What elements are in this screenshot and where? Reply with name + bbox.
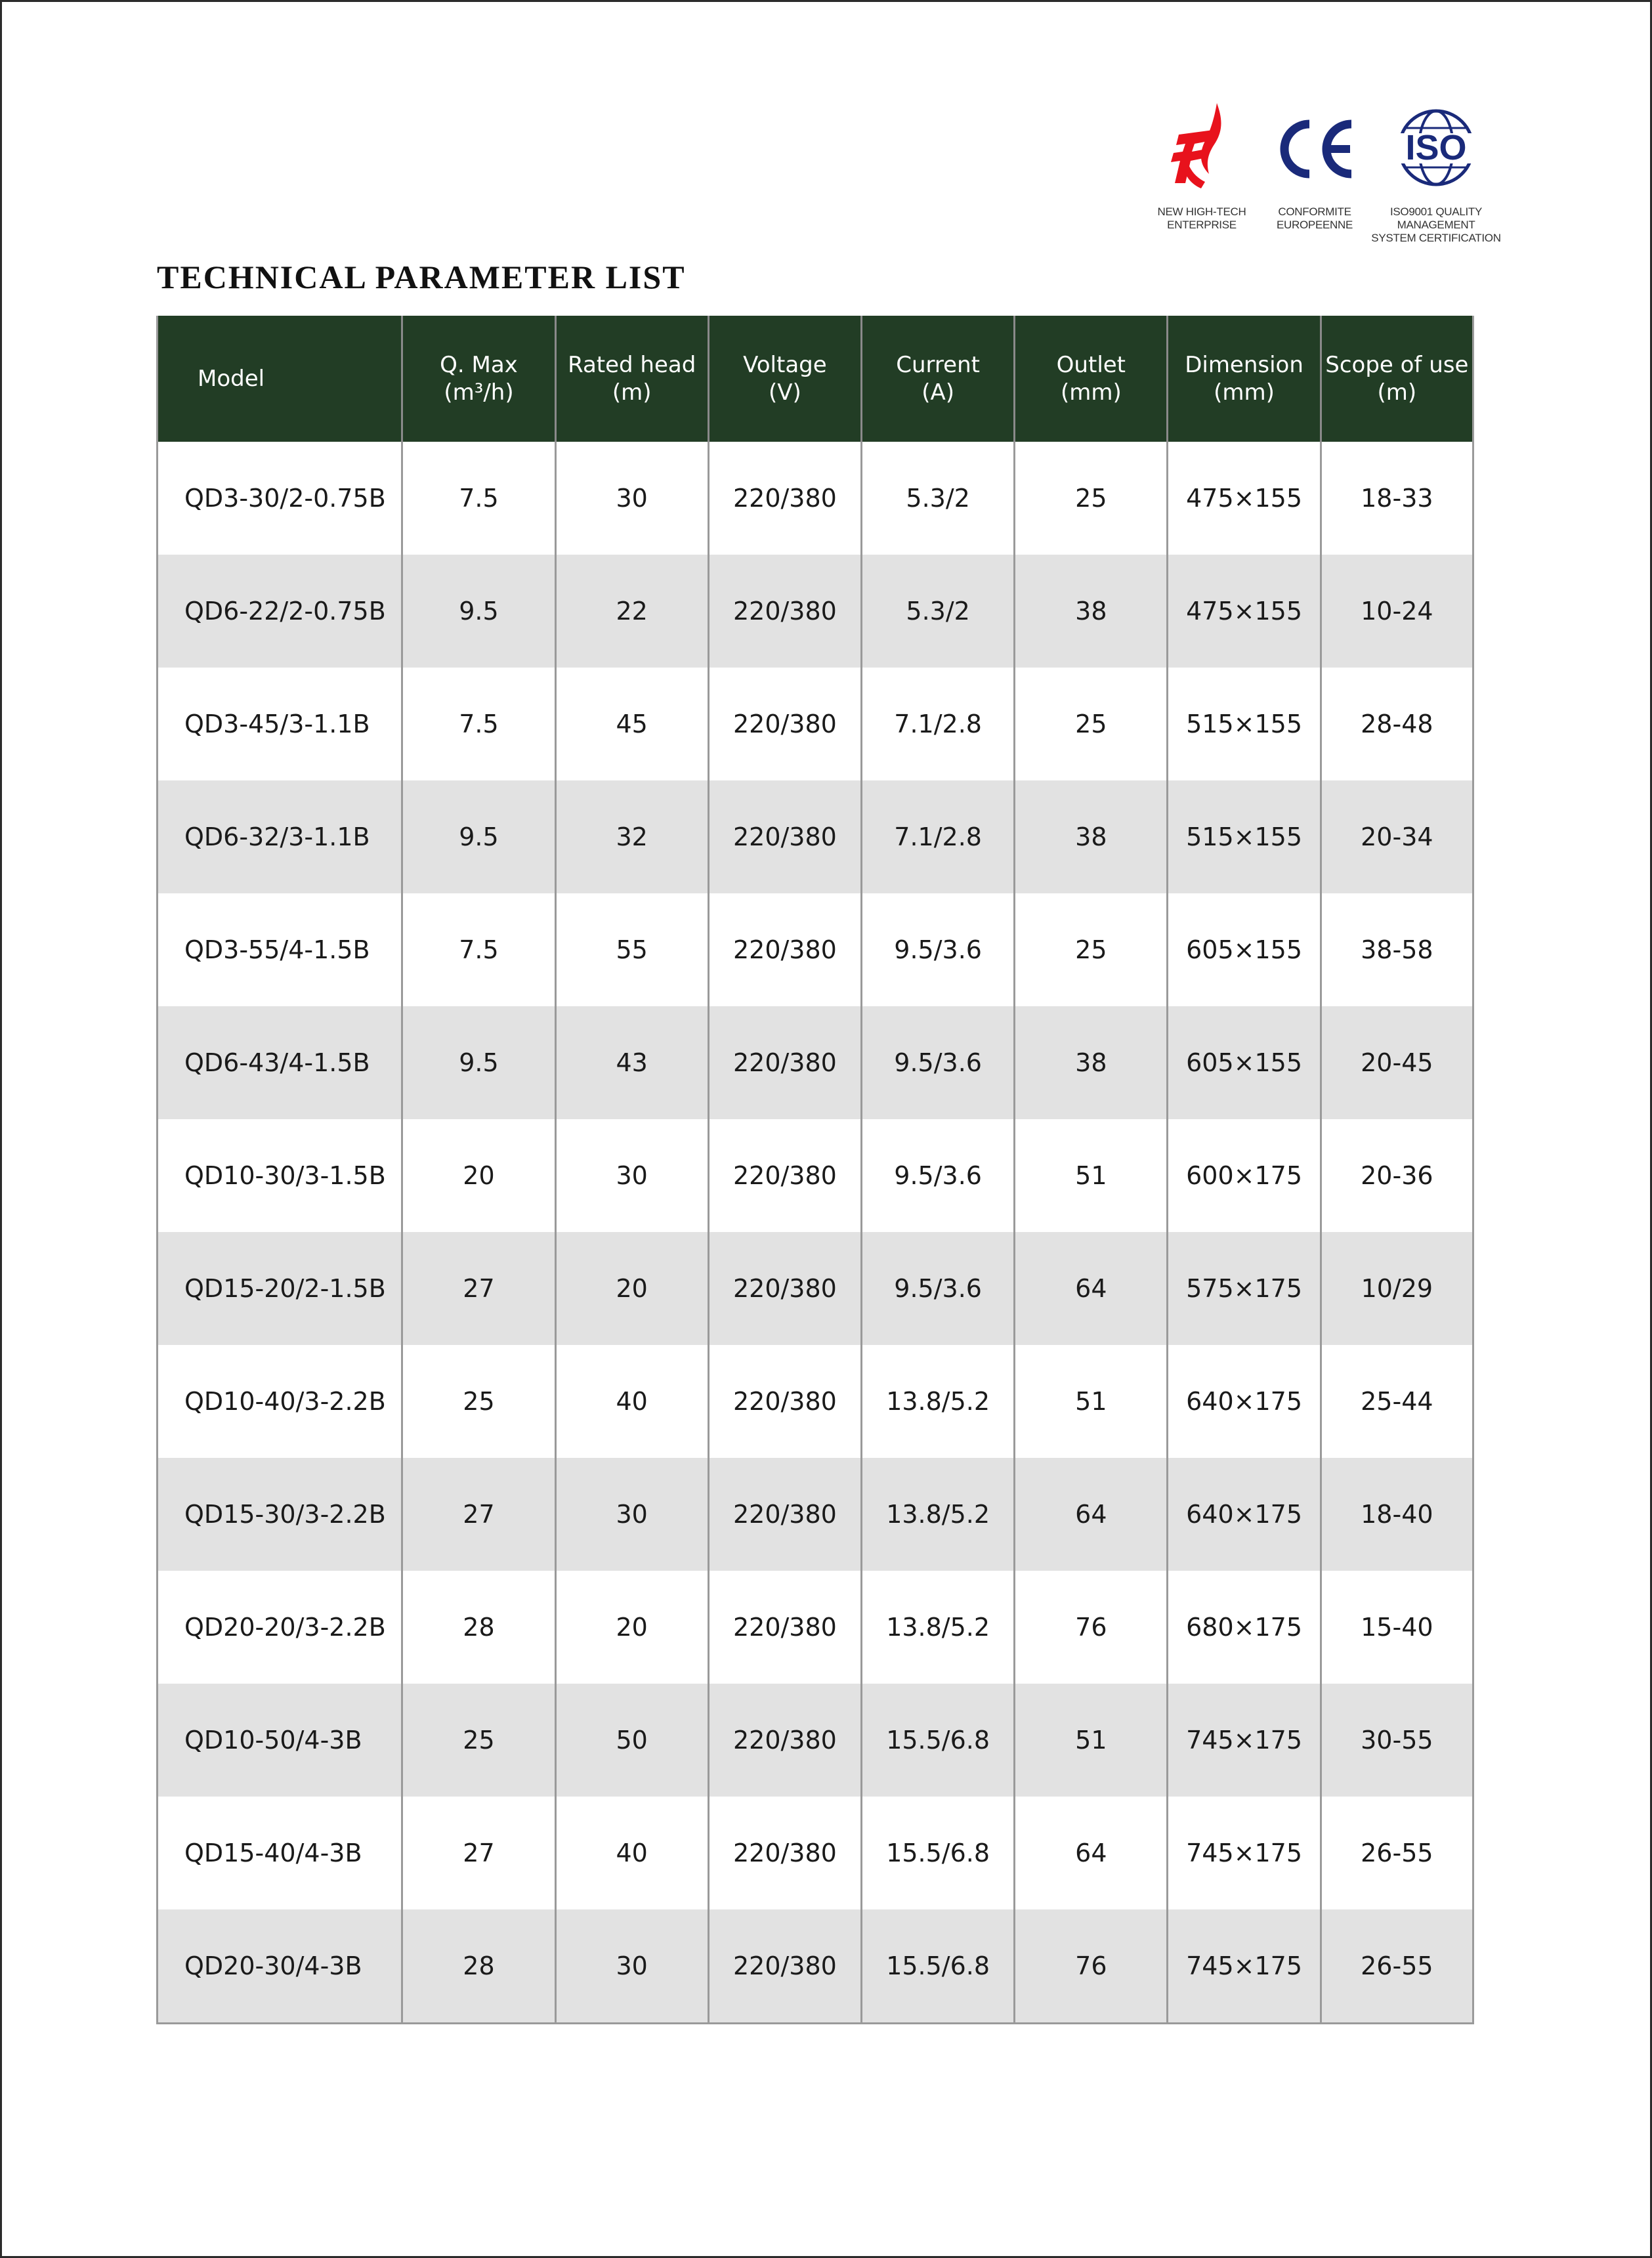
cell-rated-head: 50 xyxy=(555,1684,708,1797)
cell-model: QD3-45/3-1.1B xyxy=(158,668,402,780)
cell-model: QD15-20/2-1.5B xyxy=(158,1232,402,1345)
cell-dimension: 515×155 xyxy=(1168,668,1321,780)
cell-scope-of-use: 18-40 xyxy=(1321,1458,1473,1571)
header-current xyxy=(862,316,1015,442)
cell-current: 7.1/2.8 xyxy=(862,780,1015,893)
cell-voltage: 220/380 xyxy=(708,442,861,555)
cell-q-max: 9.5 xyxy=(402,555,555,668)
cell-outlet: 64 xyxy=(1015,1232,1168,1345)
header-voltage-unit: (V) xyxy=(769,379,801,406)
parameter-table-grid xyxy=(156,316,1474,2024)
cell-rated-head: 20 xyxy=(555,1571,708,1684)
table-row xyxy=(158,1458,1473,1571)
cell-voltage: 220/380 xyxy=(708,893,861,1006)
cell-scope-of-use: 38-58 xyxy=(1321,893,1473,1006)
cell-model: QD3-55/4-1.5B xyxy=(158,893,402,1006)
header-rated-head-unit: (m) xyxy=(612,379,652,406)
cell-rated-head: 40 xyxy=(555,1345,708,1458)
cell-scope-of-use: 20-45 xyxy=(1321,1006,1473,1119)
cert-iso xyxy=(1364,100,1508,245)
header-dimension-label: Dimension xyxy=(1185,352,1303,378)
cell-dimension: 600×175 xyxy=(1168,1119,1321,1232)
cell-voltage: 220/380 xyxy=(708,1345,861,1458)
cell-voltage: 220/380 xyxy=(708,780,861,893)
cell-outlet: 51 xyxy=(1015,1345,1168,1458)
cell-model: QD10-30/3-1.5B xyxy=(158,1119,402,1232)
cell-outlet: 38 xyxy=(1015,1006,1168,1119)
cell-outlet: 51 xyxy=(1015,1684,1168,1797)
header-scope-of-use-label: Scope of use xyxy=(1325,352,1469,378)
cell-rated-head: 20 xyxy=(555,1232,708,1345)
table-row xyxy=(158,668,1473,780)
cell-voltage: 220/380 xyxy=(708,1458,861,1571)
table-row xyxy=(158,1345,1473,1458)
cell-scope-of-use: 18-33 xyxy=(1321,442,1473,555)
cert-ce xyxy=(1265,100,1364,232)
cell-rated-head: 43 xyxy=(555,1006,708,1119)
cell-dimension: 515×155 xyxy=(1168,780,1321,893)
cell-voltage: 220/380 xyxy=(708,1232,861,1345)
cell-dimension: 575×175 xyxy=(1168,1232,1321,1345)
cell-rated-head: 45 xyxy=(555,668,708,780)
cell-dimension: 605×155 xyxy=(1168,1006,1321,1119)
header-current-label: Current xyxy=(896,352,980,378)
cell-q-max: 7.5 xyxy=(402,893,555,1006)
cell-q-max: 9.5 xyxy=(402,780,555,893)
header-model xyxy=(158,316,402,442)
table-row xyxy=(158,780,1473,893)
cell-model: QD15-40/4-3B xyxy=(158,1797,402,1909)
cell-voltage: 220/380 xyxy=(708,1006,861,1119)
cell-current: 9.5/3.6 xyxy=(862,893,1015,1006)
header-dimension xyxy=(1168,316,1321,442)
table-row xyxy=(158,442,1473,555)
table-body xyxy=(158,442,1473,2024)
header-outlet xyxy=(1015,316,1168,442)
header-model-label: Model xyxy=(198,366,265,392)
cell-q-max: 7.5 xyxy=(402,668,555,780)
cell-model: QD20-20/3-2.2B xyxy=(158,1571,402,1684)
cell-dimension: 680×175 xyxy=(1168,1571,1321,1684)
cell-q-max: 28 xyxy=(402,1909,555,2024)
cell-q-max: 9.5 xyxy=(402,1006,555,1119)
table-row xyxy=(158,1119,1473,1232)
cert-iso-caption: ISO9001 QUALITY MANAGEMENT SYSTEM CERTIFICATION xyxy=(1371,205,1501,244)
cell-rated-head: 55 xyxy=(555,893,708,1006)
cell-current: 15.5/6.8 xyxy=(862,1797,1015,1909)
cell-model: QD10-40/3-2.2B xyxy=(158,1345,402,1458)
cell-scope-of-use: 30-55 xyxy=(1321,1684,1473,1797)
cell-rated-head: 30 xyxy=(555,1909,708,2024)
cell-q-max: 25 xyxy=(402,1345,555,1458)
cell-q-max: 27 xyxy=(402,1458,555,1571)
cell-dimension: 475×155 xyxy=(1168,555,1321,668)
new-high-tech-flag-icon xyxy=(1166,100,1238,199)
table-row xyxy=(158,555,1473,668)
cell-dimension: 640×175 xyxy=(1168,1458,1321,1571)
cell-rated-head: 22 xyxy=(555,555,708,668)
cert-high-tech-caption: NEW HIGH-TECH ENTERPRISE xyxy=(1157,205,1246,231)
cell-outlet: 38 xyxy=(1015,780,1168,893)
cell-model: QD3-30/2-0.75B xyxy=(158,442,402,555)
cell-scope-of-use: 28-48 xyxy=(1321,668,1473,780)
cell-current: 5.3/2 xyxy=(862,555,1015,668)
cell-rated-head: 30 xyxy=(555,1458,708,1571)
cell-outlet: 38 xyxy=(1015,555,1168,668)
iso-logo-text: ISO xyxy=(1405,128,1467,167)
header-scope-of-use xyxy=(1321,316,1473,442)
cell-q-max: 25 xyxy=(402,1684,555,1797)
header-outlet-label: Outlet xyxy=(1056,352,1126,378)
cell-current: 9.5/3.6 xyxy=(862,1119,1015,1232)
table-row xyxy=(158,1684,1473,1797)
cell-outlet: 25 xyxy=(1015,442,1168,555)
cell-dimension: 745×175 xyxy=(1168,1797,1321,1909)
header-outlet-unit: (mm) xyxy=(1060,379,1122,406)
header-q-max xyxy=(402,316,555,442)
cell-outlet: 64 xyxy=(1015,1797,1168,1909)
header-q-max-unit: (m³/h) xyxy=(444,379,514,406)
cell-dimension: 745×175 xyxy=(1168,1684,1321,1797)
cell-q-max: 27 xyxy=(402,1232,555,1345)
table-row xyxy=(158,1909,1473,2024)
cell-voltage: 220/380 xyxy=(708,1909,861,2024)
cell-current: 15.5/6.8 xyxy=(862,1684,1015,1797)
cell-dimension: 475×155 xyxy=(1168,442,1321,555)
iso-globe-icon xyxy=(1387,100,1485,199)
cell-outlet: 76 xyxy=(1015,1909,1168,2024)
cert-high-tech xyxy=(1143,100,1261,232)
cell-voltage: 220/380 xyxy=(708,555,861,668)
cell-model: QD15-30/3-2.2B xyxy=(158,1458,402,1571)
cell-outlet: 76 xyxy=(1015,1571,1168,1684)
table-row xyxy=(158,1232,1473,1345)
cell-rated-head: 40 xyxy=(555,1797,708,1909)
cell-scope-of-use: 15-40 xyxy=(1321,1571,1473,1684)
table-row xyxy=(158,1797,1473,1909)
cell-current: 15.5/6.8 xyxy=(862,1909,1015,2024)
cell-scope-of-use: 26-55 xyxy=(1321,1797,1473,1909)
cell-current: 5.3/2 xyxy=(862,442,1015,555)
header-q-max-label: Q. Max xyxy=(440,352,518,378)
cell-current: 13.8/5.2 xyxy=(862,1345,1015,1458)
cell-rated-head: 30 xyxy=(555,442,708,555)
cell-scope-of-use: 10/29 xyxy=(1321,1232,1473,1345)
cell-q-max: 27 xyxy=(402,1797,555,1909)
ce-mark-icon xyxy=(1269,100,1361,199)
cell-dimension: 640×175 xyxy=(1168,1345,1321,1458)
cell-q-max: 20 xyxy=(402,1119,555,1232)
cell-q-max: 7.5 xyxy=(402,442,555,555)
cell-rated-head: 32 xyxy=(555,780,708,893)
header-rated-head-label: Rated head xyxy=(568,352,696,378)
cell-outlet: 25 xyxy=(1015,668,1168,780)
cell-outlet: 64 xyxy=(1015,1458,1168,1571)
cell-voltage: 220/380 xyxy=(708,1797,861,1909)
table-header-row xyxy=(158,316,1473,442)
table-row xyxy=(158,1006,1473,1119)
cell-scope-of-use: 20-36 xyxy=(1321,1119,1473,1232)
cell-dimension: 745×175 xyxy=(1168,1909,1321,2024)
cell-outlet: 25 xyxy=(1015,893,1168,1006)
cell-current: 7.1/2.8 xyxy=(862,668,1015,780)
table-row xyxy=(158,893,1473,1006)
header-voltage xyxy=(708,316,861,442)
cell-current: 13.8/5.2 xyxy=(862,1458,1015,1571)
cell-rated-head: 30 xyxy=(555,1119,708,1232)
header-scope-of-use-unit: (m) xyxy=(1377,379,1417,406)
cell-scope-of-use: 25-44 xyxy=(1321,1345,1473,1458)
header-dimension-unit: (mm) xyxy=(1214,379,1275,406)
cell-voltage: 220/380 xyxy=(708,1571,861,1684)
cell-voltage: 220/380 xyxy=(708,1119,861,1232)
page-title: TECHNICAL PARAMETER LIST xyxy=(157,259,686,295)
cell-voltage: 220/380 xyxy=(708,1684,861,1797)
header-current-unit: (A) xyxy=(921,379,955,406)
cell-model: QD10-50/4-3B xyxy=(158,1684,402,1797)
cell-current: 9.5/3.6 xyxy=(862,1006,1015,1119)
cell-scope-of-use: 10-24 xyxy=(1321,555,1473,668)
cert-ce-caption: CONFORMITE EUROPEENNE xyxy=(1276,205,1353,231)
cell-current: 13.8/5.2 xyxy=(862,1571,1015,1684)
cell-model: QD6-43/4-1.5B xyxy=(158,1006,402,1119)
cell-model: QD6-32/3-1.1B xyxy=(158,780,402,893)
parameter-table xyxy=(156,316,1474,2024)
cell-current: 9.5/3.6 xyxy=(862,1232,1015,1345)
cell-scope-of-use: 20-34 xyxy=(1321,780,1473,893)
cell-model: QD20-30/4-3B xyxy=(158,1909,402,2024)
cell-voltage: 220/380 xyxy=(708,668,861,780)
header-voltage-label: Voltage xyxy=(743,352,827,378)
cell-q-max: 28 xyxy=(402,1571,555,1684)
cell-dimension: 605×155 xyxy=(1168,893,1321,1006)
cell-model: QD6-22/2-0.75B xyxy=(158,555,402,668)
header-rated-head xyxy=(555,316,708,442)
cell-outlet: 51 xyxy=(1015,1119,1168,1232)
cell-scope-of-use: 26-55 xyxy=(1321,1909,1473,2024)
table-row xyxy=(158,1571,1473,1684)
